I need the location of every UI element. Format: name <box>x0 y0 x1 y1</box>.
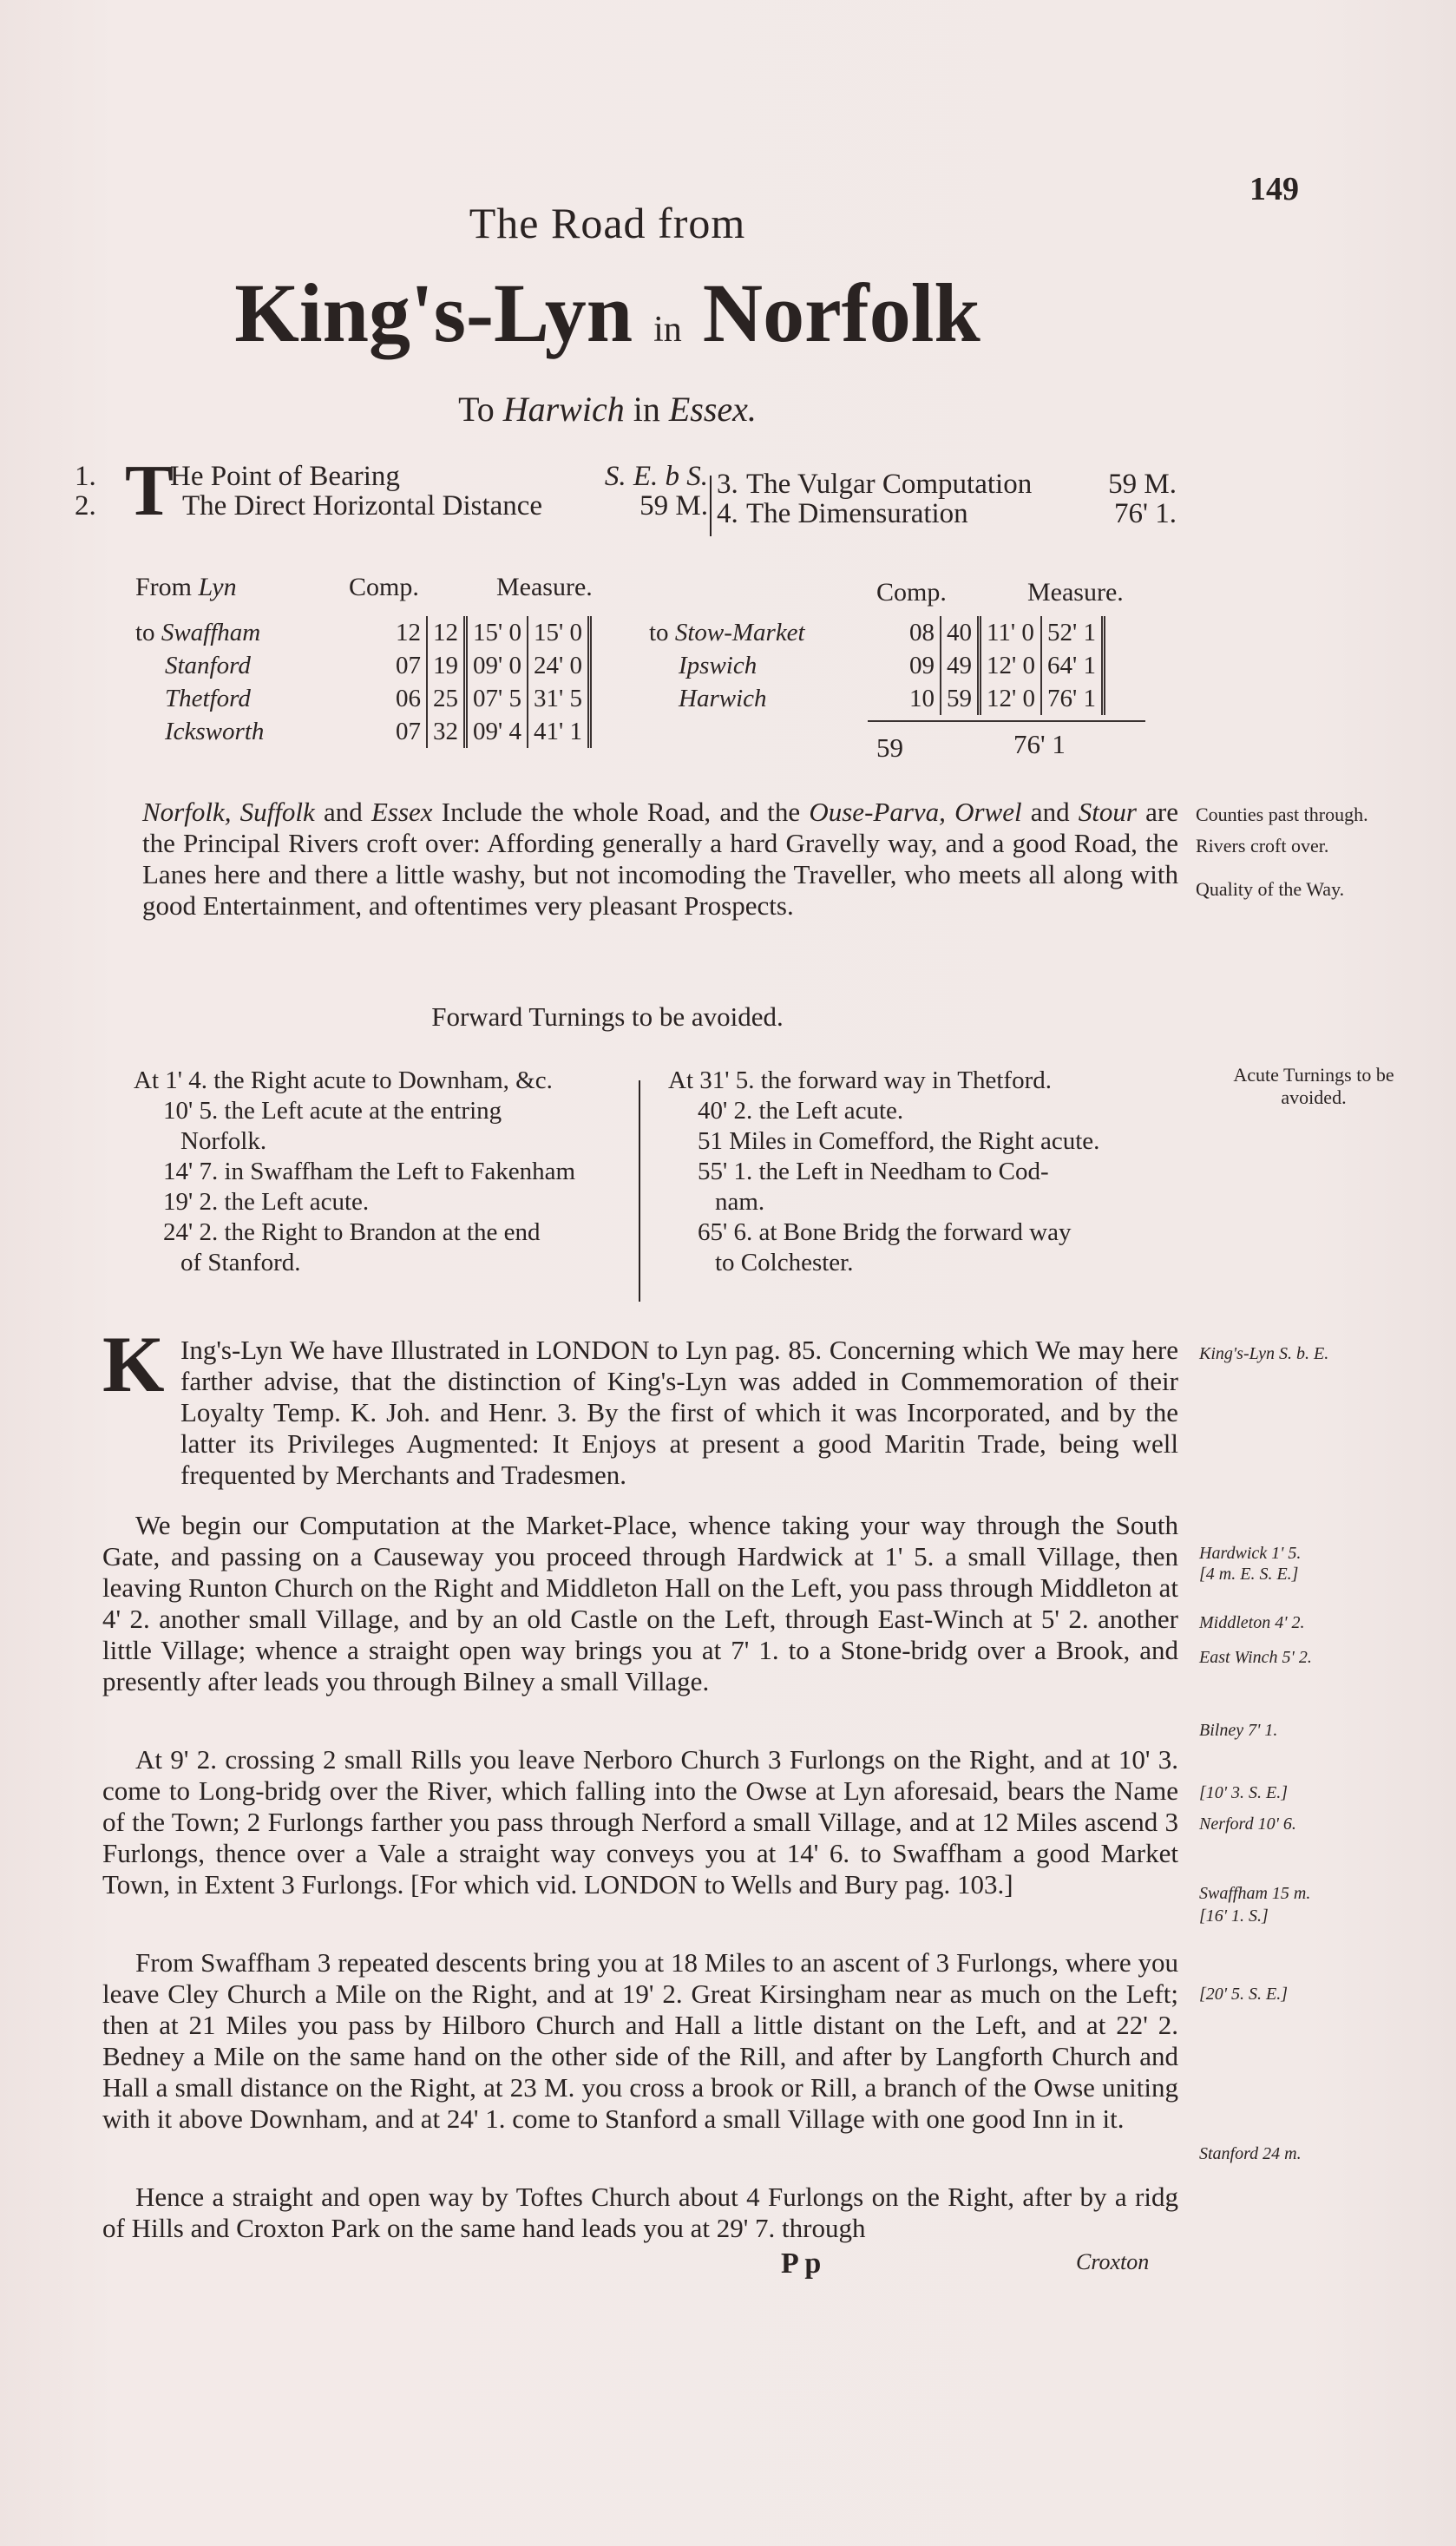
measure-cell: 15' 0 <box>466 616 528 649</box>
comp-cell: 06 <box>396 684 421 712</box>
comp-cumulative-cell: 40 <box>941 616 980 649</box>
measure-cumulative-cell: 24' 0 <box>528 649 589 682</box>
overview-paragraph <box>142 797 1178 922</box>
measure-cell: 07' 5 <box>466 682 528 715</box>
turnings-heading: Forward Turnings to be avoided. <box>431 1001 784 1032</box>
margin-note: King's-Lyn S. b. E. <box>1199 1344 1329 1363</box>
bearing-num: 3. <box>717 469 738 500</box>
title-dest-place: Harwich <box>502 390 625 429</box>
bearing-num: 4. <box>717 498 738 529</box>
turning-line: of Stanford. <box>180 1249 301 1276</box>
measure-cell: 12' 0 <box>980 682 1041 715</box>
margin-note: [16' 1. S.] <box>1199 1906 1269 1926</box>
turnings-divider <box>639 1080 640 1302</box>
total-comp: 59 <box>876 732 903 763</box>
row-end <box>589 616 606 649</box>
bearing-label: The Vulgar Computation <box>746 469 1033 500</box>
place-name: Swaffham <box>161 618 261 646</box>
overview-text: and <box>314 797 371 827</box>
margin-note-rivers: Rivers croft over. <box>1196 835 1329 856</box>
table-row <box>644 616 1119 649</box>
turning-line: 19' 2. the Left acute. <box>163 1188 370 1216</box>
bearing-item-4 <box>717 499 1177 528</box>
place-name: Thetford <box>165 684 251 712</box>
margin-note: East Winch 5' 2. <box>1199 1648 1312 1667</box>
turning-line: At 31' 5. the forward way in Thetford. <box>668 1066 1052 1094</box>
title-line-1: The Road from <box>469 199 746 247</box>
place-cell <box>644 616 883 649</box>
table-right-header-comp: Comp. <box>876 578 947 607</box>
turning-line: 65' 6. at Bone Bridg the forward way <box>698 1218 1072 1246</box>
turning-line: 55' 1. the Left in Needham to Cod- <box>698 1158 1049 1185</box>
turning-line: 40' 2. the Left acute. <box>698 1097 904 1125</box>
comp-cumulative-cell: 49 <box>941 649 980 682</box>
bearing-item-3 <box>717 469 1177 499</box>
bearing-value: S. E. b S. <box>604 461 708 492</box>
body-paragraph-2: We begin our Computation at the Market-Place, whence taking your way through the South Gate, and passing on a Causeway you proceed through Hardwick at 1' 5. a small Village, then leaving Runton Church on the Right and Middleton Hall on the Left, you pass through Middleton at 4' 2. another small Village, and by an old Castle on the Left, through East-Winch at 5' 2. another little Village; whence a straight open way brings you at 7' 1. to a Stone-bridg over a Brook, and presently after leads you through Bilney a small Village. <box>102 1510 1178 1696</box>
margin-note: [20' 5. S. E.] <box>1199 1985 1289 2004</box>
catchword: Croxton <box>1076 2249 1150 2274</box>
comp-cell: 08 <box>909 618 935 646</box>
turning-line: nam. <box>715 1188 765 1216</box>
turning-line: 24' 2. the Right to Brandon at the end <box>163 1218 541 1246</box>
place-cell <box>644 649 883 682</box>
body-paragraph-3: At 9' 2. crossing 2 small Rills you leave Nerboro Church 3 Furlongs on the Right, and at 10' 3. come to Long-bridg over the River, which falling into the Owse at Lyn aforesaid, bears the Name of the Town; 2 Furlongs farther you pass through Nerford a small Village, and at 12 Miles ascend 3 Furlongs, thence over a Vale a straight way conveys you at 14' 6. to Swaffham a good Market Town, in Extent 3 Furlongs. [For which vid. LONDON to Wells and Bury pag. 103.] <box>102 1744 1178 1900</box>
header-place: Lyn <box>198 573 237 601</box>
table-row <box>644 649 1119 682</box>
title-origin: King's-Lyn <box>234 266 633 359</box>
turning-line: 14' 7. in Swaffham the Left to Fakenham <box>163 1158 576 1185</box>
place-cell <box>130 649 361 682</box>
table-row <box>130 715 606 748</box>
bearing-label: He Point of Bearing <box>170 461 400 492</box>
distance-table-left <box>130 616 606 748</box>
title-destination <box>0 389 1215 430</box>
margin-note: Bilney 7' 1. <box>1199 1721 1278 1740</box>
row-end <box>589 715 606 748</box>
turning-line: 10' 5. the Left acute at the entring <box>163 1097 502 1125</box>
row-end <box>1103 649 1119 682</box>
place-name: Icksworth <box>165 717 265 745</box>
margin-note: Stanford 24 m. <box>1199 2144 1302 2163</box>
comp-cumulative-cell: 19 <box>427 649 466 682</box>
bearing-block-left <box>75 450 708 531</box>
margin-note-quality: Quality of the Way. <box>1196 878 1345 900</box>
body-paragraph-4: From Swaffham 3 repeated descents bring you at 18 Miles to an ascent of 3 Furlongs, where you leave Cley Church a Mile on the Right, and at 19' 2. Great Kirsingham near as much on the Left; then at 21 Miles you pass by Hilboro Church and Hall a little distant on the Left, and at 22' 2. Bedney a Mile on the same hand on the other side of the Rill, and after by Langforth Church and Hall a small distance on the Right, at 23 M. you cross a brook or Rill, a branch of the Owse uniting with it above Downham, and at 24' 1. come to Stanford a small Village with one good Inn in it. <box>102 1947 1178 2134</box>
total-measure: 76' 1 <box>1013 729 1066 759</box>
overview-text: Include the whole Road, and the <box>432 797 810 827</box>
place-name: Harwich <box>679 684 767 712</box>
bearing-block-right <box>717 469 1177 528</box>
header-from: From <box>135 573 193 601</box>
place-name: Stow-Market <box>674 618 805 646</box>
table-row <box>130 616 606 649</box>
table-row <box>644 682 1119 715</box>
measure-cumulative-cell: 41' 1 <box>528 715 589 748</box>
comp-cell: 12 <box>396 618 421 646</box>
bearing-value: 59 M. <box>1108 469 1177 500</box>
bearing-label: The Dimensuration <box>746 498 968 529</box>
turnings-right-column <box>668 1066 1189 1278</box>
turning-line: Norfolk. <box>180 1127 267 1155</box>
place-cell <box>644 682 883 715</box>
place-cell <box>130 682 361 715</box>
table-row <box>130 682 606 715</box>
overview-text: Ouse-Parva, Orwel <box>809 797 1022 827</box>
margin-note-acute: Acute Turnings to be avoided. <box>1233 1064 1394 1108</box>
comp-cell: 07 <box>396 717 421 745</box>
drop-cap-K: K <box>102 1320 165 1408</box>
measure-cell: 11' 0 <box>980 616 1041 649</box>
row-end <box>1103 682 1119 715</box>
measure-cumulative-cell: 64' 1 <box>1041 649 1103 682</box>
place-cell <box>130 616 361 649</box>
bearing-divider <box>710 476 712 536</box>
comp-cumulative-cell: 32 <box>427 715 466 748</box>
body-paragraph-5: Hence a straight and open way by Toftes Church about 4 Furlongs on the Right, after by a ridg of Hills and Croxton Park on the same hand leads you at 29' 7. through <box>102 2182 1178 2243</box>
overview-text: and <box>1021 797 1079 827</box>
measure-cell: 12' 0 <box>980 649 1041 682</box>
bearing-value: 76' 1. <box>1114 498 1177 529</box>
bearing-item-2 <box>75 491 708 521</box>
margin-note-counties: Counties past through. <box>1196 804 1368 825</box>
title-county: Norfolk <box>702 266 981 359</box>
table-left-header-comp: Comp. <box>349 573 419 601</box>
drop-cap-T: T <box>125 450 174 531</box>
table-left-header-measure: Measure. <box>496 573 593 601</box>
distance-table-right <box>644 616 1119 715</box>
title-to: To <box>458 390 495 429</box>
margin-note: Swaffham 15 m. <box>1199 1884 1311 1903</box>
margin-note: [10' 3. S. E.] <box>1199 1783 1289 1802</box>
title-main <box>0 265 1215 361</box>
title-dest-county: Essex. <box>668 390 757 429</box>
row-end <box>589 649 606 682</box>
bearing-value: 59 M. <box>639 490 708 522</box>
row-end <box>589 682 606 715</box>
margin-note: Nerford 10' 6. <box>1199 1814 1296 1834</box>
bearing-label: The Direct Horizontal Distance <box>182 490 543 522</box>
turnings-left-column <box>134 1066 628 1278</box>
comp-cell: 09 <box>909 651 935 679</box>
row-end <box>1103 616 1119 649</box>
comp-cumulative-cell: 25 <box>427 682 466 715</box>
margin-note: Hardwick 1' 5. <box>1199 1544 1302 1563</box>
place-name: Ipswich <box>679 651 758 679</box>
table-left-header-from <box>135 573 237 602</box>
table-row <box>130 649 606 682</box>
body-paragraph-1 <box>180 1335 1178 1491</box>
bearing-num: 1. <box>75 461 96 492</box>
place-cell <box>130 715 361 748</box>
place-name: Stanford <box>165 651 251 679</box>
comp-cumulative-cell: 59 <box>941 682 980 715</box>
measure-cumulative-cell: 76' 1 <box>1041 682 1103 715</box>
paragraph-text: Ing's-Lyn We have Illustrated in LONDON to Lyn pag. 85. Concerning which We may here farther advise, that the distinction of King's-Lyn was added in Commemoration of their Loyalty Temp. K. Joh. and Henr. 3. By the first of which it was Incorporated, and by the latter its Privileges Augmented: It Enjoys at present a good Maritin Trade, being well frequented by Merchants and Tradesmen. <box>180 1335 1178 1490</box>
overview-text: Essex <box>371 797 433 827</box>
measure-cumulative-cell: 15' 0 <box>528 616 589 649</box>
measure-cell: 09' 0 <box>466 649 528 682</box>
margin-note: [4 m. E. S. E.] <box>1199 1565 1299 1584</box>
table-right-header-measure: Measure. <box>1027 578 1124 607</box>
overview-text: are the Principal Rivers croft over: Affording generally a hard Gravelly way, and a good Road, the Lanes here and there a little washy, but not incomoding the Traveller, who meets all along with good Entertainment, and oftentimes very pleasant Prospects. <box>142 797 1179 921</box>
comp-cumulative-cell: 12 <box>427 616 466 649</box>
measure-cell: 09' 4 <box>466 715 528 748</box>
measure-cumulative-cell: 31' 5 <box>528 682 589 715</box>
turning-line: to Colchester. <box>715 1249 854 1276</box>
place-prefix: to <box>135 618 161 646</box>
bearing-num: 2. <box>75 490 96 522</box>
margin-note: Middleton 4' 2. <box>1199 1613 1305 1632</box>
comp-cell: 10 <box>909 684 935 712</box>
title-in: in <box>653 310 682 350</box>
overview-text: Norfolk, Suffolk <box>142 797 315 827</box>
place-prefix: to <box>649 618 675 646</box>
overview-text: Stour <box>1078 797 1137 827</box>
turning-line: At 1' 4. the Right acute to Downham, &c. <box>134 1066 553 1094</box>
page-number: 149 <box>1249 171 1299 207</box>
signature-mark: P p <box>781 2247 822 2280</box>
comp-cell: 07 <box>396 651 421 679</box>
measure-cumulative-cell: 52' 1 <box>1041 616 1103 649</box>
total-rule <box>868 720 1145 722</box>
title-dest-in: in <box>633 390 660 429</box>
turning-line: 51 Miles in Comefford, the Right acute. <box>698 1127 1100 1155</box>
